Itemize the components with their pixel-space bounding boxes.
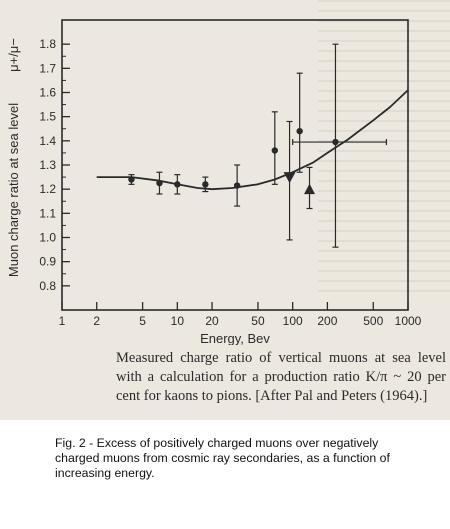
data-point — [156, 180, 162, 186]
data-point — [174, 181, 180, 187]
calculation-curve-layer — [97, 90, 408, 189]
x-tick-label: 5 — [139, 314, 146, 328]
y-tick-label: 1.0 — [39, 230, 56, 245]
y-tick-label: 1.3 — [39, 158, 56, 172]
x-tick-label: 20 — [205, 314, 219, 328]
calculation-curve — [97, 90, 408, 189]
data-points-layer — [128, 44, 386, 247]
figure-caption: Fig. 2 - Excess of positively charged muons over negatively charged muons from cosmic ray secondaries, as a function of increasing energy. — [55, 436, 390, 480]
y-axis-title: Muon charge ratio at sea level — [6, 102, 21, 278]
y-tick-label: 1.4 — [39, 133, 56, 148]
x-tick-label: 1000 — [394, 314, 422, 328]
x-tick-label: 1 — [58, 314, 66, 328]
data-point — [332, 139, 338, 145]
x-tick-label: 2 — [93, 314, 101, 328]
y-tick-label: 1.2 — [39, 182, 56, 197]
y-tick-label: 1.1 — [39, 206, 56, 221]
data-point — [234, 182, 240, 188]
x-axis-title: Energy, Bev — [200, 331, 270, 345]
triangle-down-point — [284, 172, 296, 183]
axis-ticks — [39, 37, 421, 328]
data-point — [272, 147, 278, 153]
x-tick-label: 200 — [317, 314, 338, 328]
y-tick-label: 1.7 — [39, 61, 56, 76]
y-axis-symbol: μ+/μ− — [6, 38, 21, 72]
x-tick-label: 50 — [251, 314, 265, 328]
y-tick-label: 1.6 — [39, 85, 56, 100]
triangle-up-point — [304, 184, 315, 195]
data-point — [128, 176, 134, 182]
x-tick-label: 10 — [170, 314, 185, 328]
x-tick-label: 100 — [282, 314, 303, 328]
x-tick-label: 500 — [363, 314, 384, 328]
scan-caption: Measured charge ratio of vertical muons at sea level with a calculation for a production ratio K/π ~ 20 per cent for kaons to pions. [After Pal and Peters (1964).] — [116, 350, 446, 404]
y-tick-label: 0.9 — [39, 254, 56, 269]
y-tick-label: 1.5 — [39, 109, 56, 124]
data-point — [202, 181, 208, 187]
y-tick-label: 0.8 — [39, 278, 56, 293]
y-tick-label: 1.8 — [39, 37, 56, 52]
data-point — [296, 128, 302, 134]
